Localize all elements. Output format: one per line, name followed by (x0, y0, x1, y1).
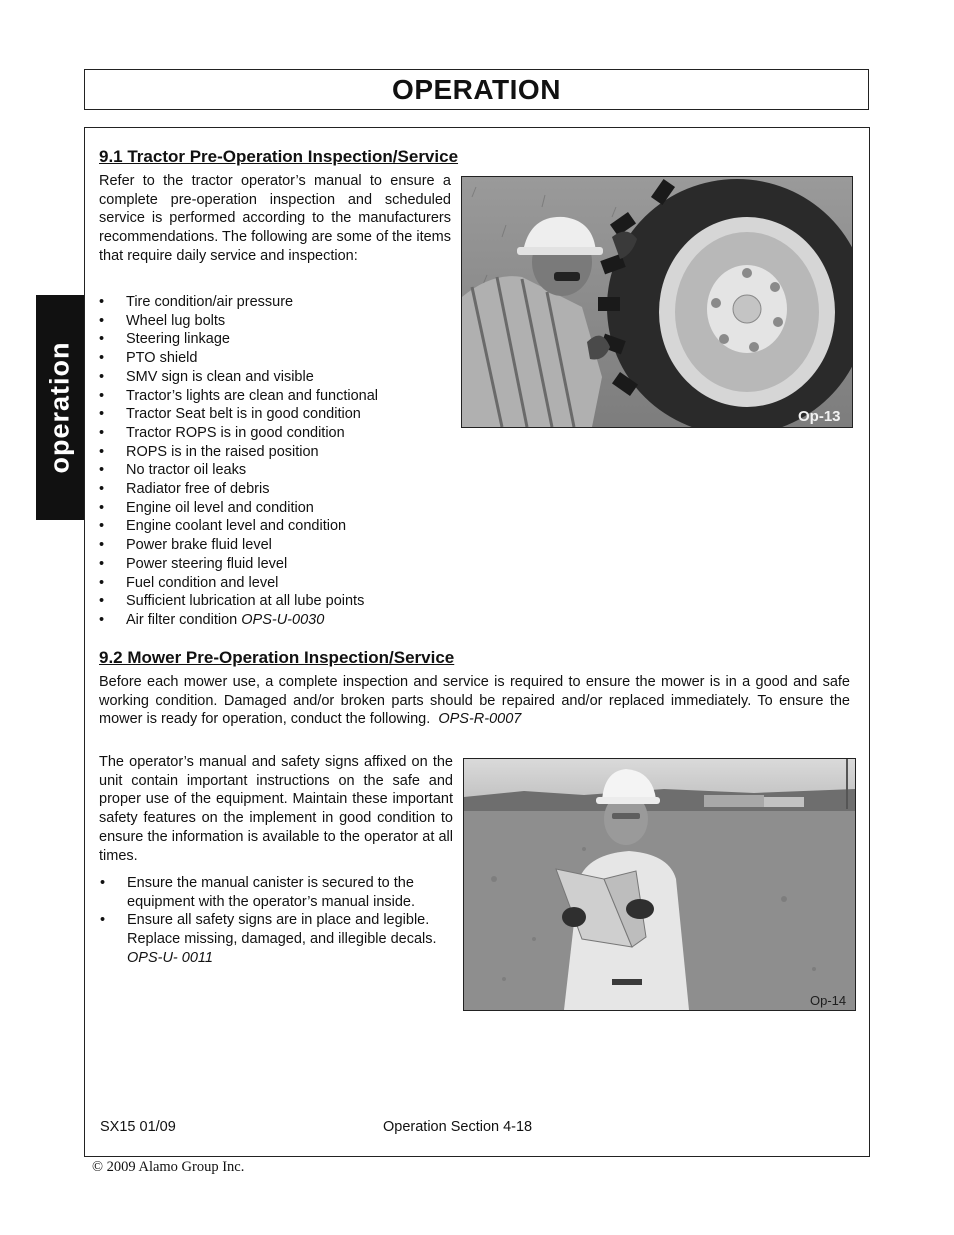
inspection-list-item (99, 461, 449, 480)
inspection-list-item-text: PTO shield (126, 350, 198, 367)
inspection-list-item (99, 424, 449, 443)
photo-label-op13: Op-13 (798, 408, 841, 425)
page-title: OPERATION (392, 73, 561, 105)
inspection-list-item-text: Sufficient lubrication at all lube points (126, 593, 365, 610)
inspection-list-item-text: Tractor’s lights are clean and functional (126, 387, 379, 404)
operator-manual-image (464, 759, 855, 1010)
manual-safety-list (100, 874, 452, 968)
manual-safety-list-item (100, 874, 452, 911)
side-tab (36, 295, 84, 520)
inspection-list-item (99, 312, 449, 331)
inspection-list-item-text: Power steering fluid level (126, 555, 288, 572)
inspection-list-item-text: ROPS is in the raised position (126, 443, 319, 460)
copyright: © 2009 Alamo Group Inc. (92, 1159, 245, 1175)
section2-intro-ref: OPS-R-0007 (438, 711, 522, 728)
inspection-list-item (99, 611, 449, 630)
footer-section: Operation Section 4-18 (383, 1119, 533, 1135)
side-tab-label: operation (44, 341, 75, 474)
inspection-list-item-text: No tractor oil leaks (126, 462, 247, 479)
inspection-list-item-text: Engine oil level and condition (126, 499, 314, 516)
inspection-list-item (99, 574, 449, 593)
operator-reading-manual-photo (463, 758, 856, 1011)
inspection-list-item (99, 368, 449, 387)
inspection-list-item (99, 330, 449, 349)
manual-safety-list-item-text: Ensure the manual canister is secured to the equipment with the operator’s manual inside. (127, 875, 416, 910)
photo-label-op14: Op-14 (810, 993, 847, 1008)
inspection-list-item (99, 592, 449, 611)
section-heading-9-2: 9.2 Mower Pre-Operation Inspection/Service (99, 648, 455, 667)
inspection-list-item (99, 517, 449, 536)
inspection-list-item-text: SMV sign is clean and visible (126, 368, 314, 385)
manual-safety-list-item-text: Ensure all safety signs are in place and legible. Replace missing, damaged, and illegible decals. (127, 912, 437, 948)
inspection-list-item (99, 387, 449, 406)
inspection-list-item-text: Radiator free of debris (126, 481, 270, 498)
inspection-list-item (99, 443, 449, 462)
inspection-list-item-text: Fuel condition and level (126, 574, 279, 591)
inspection-list-item (99, 536, 449, 555)
section1-intro: Refer to the tractor operator’s manual to ensure a complete pre-operation inspection and scheduled service is performed according to the manufacturers recommendations. The following are some of the items that require daily service and inspection: (99, 173, 451, 264)
inspection-list-item (99, 405, 449, 424)
inspection-list-item (99, 293, 449, 312)
inspection-list-item (99, 555, 449, 574)
inspection-list-item (99, 349, 449, 368)
section-heading-9-1: 9.1 Tractor Pre-Operation Inspection/Service (99, 147, 459, 166)
page-header (84, 69, 869, 110)
tractor-tire-image (462, 177, 852, 427)
tractor-tire-photo (461, 176, 853, 428)
inspection-list-item (99, 480, 449, 499)
inspection-list-item-text: Engine coolant level and condition (126, 518, 347, 535)
inspection-list-item-text: Tractor ROPS is in good condition (126, 424, 345, 441)
inspection-list (99, 293, 449, 630)
inspection-list-ref: OPS-U-0030 (241, 611, 325, 628)
inspection-list-item (99, 499, 449, 518)
footer-model-date: SX15 01/09 (100, 1119, 176, 1135)
section2-intro-text: Before each mower use, a complete inspection and service is required to ensure the mower is in a good and safe working condition. Damaged and/or broken parts should be repaired and/or replaced immediately. To ensure the mower is ready for operation, conduct the following. (99, 674, 850, 728)
inspection-list-item-text: Steering linkage (126, 331, 230, 348)
section2-intro (99, 673, 850, 729)
inspection-list-item-text: Tire condition/air pressure (126, 294, 294, 310)
inspection-list-item-text: Power brake fluid level (126, 537, 272, 554)
section2-manual-text: The operator’s manual and safety signs affixed on the unit contain important instructions on the safe and proper use of the equipment. Maintain these important safety features on the implement in good condition to ensure the information is available to the operator at all times. (99, 754, 453, 864)
inspection-list-item-text: Air filter condition (126, 611, 238, 628)
inspection-list-item-text: Wheel lug bolts (126, 312, 226, 329)
inspection-list-item-text: Tractor Seat belt is in good condition (126, 406, 361, 423)
manual-safety-list-ref: OPS-U- 0011 (127, 949, 213, 966)
manual-safety-list-item (100, 911, 452, 967)
